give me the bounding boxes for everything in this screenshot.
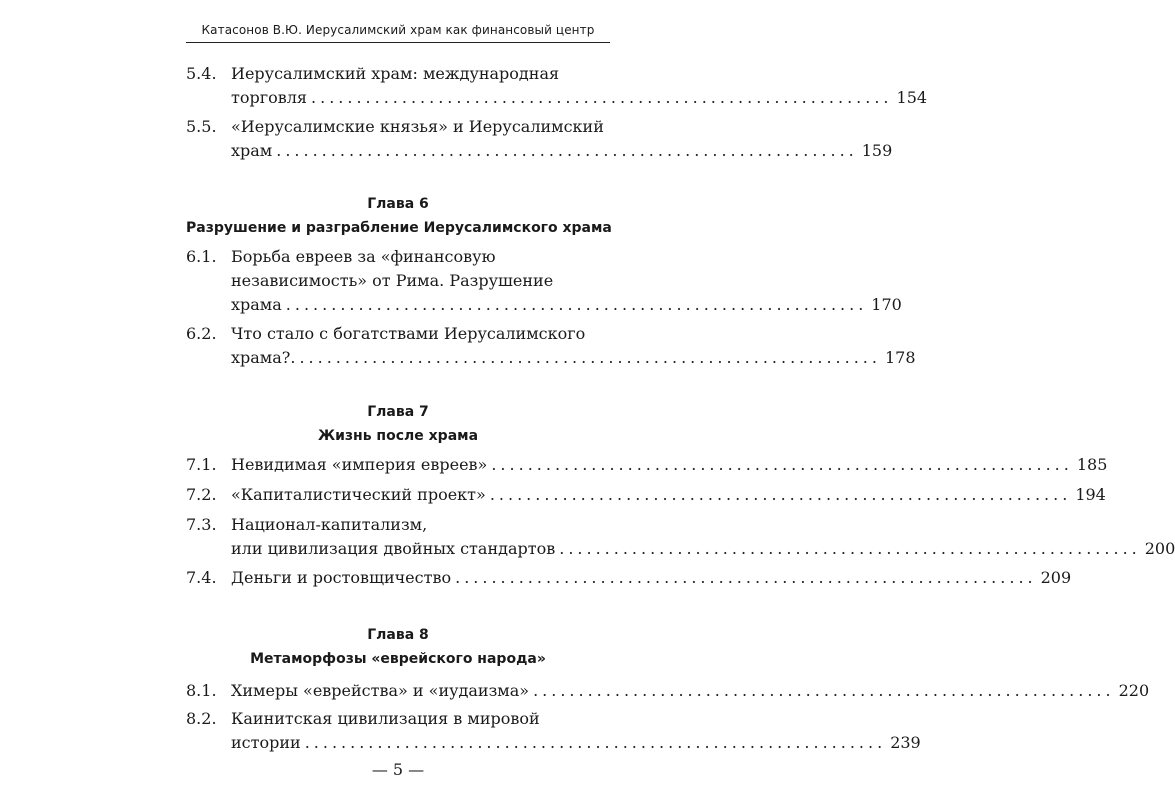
toc-entry-number: 5.5. (186, 117, 217, 136)
toc-entry-title-line: Невидимая «империя евреев» (231, 455, 488, 474)
toc-page-number: 200 (1144, 539, 1175, 558)
toc-page-number: 170 (871, 295, 902, 314)
running-header: Катасонов В.Ю. Иерусалимский храм как финансовый центр (201, 23, 595, 37)
chapter-8-title[interactable]: Метаморфозы «еврейского народа» (250, 651, 546, 667)
toc-entry-title-line: или цивилизация двойных стандартов (231, 539, 556, 558)
dot-leader: ................................................................ (533, 681, 1115, 700)
toc-entry-number: 7.4. (186, 568, 217, 587)
dot-leader: ................................................................ (559, 539, 1141, 558)
toc-entry-title-line: торговля (231, 88, 308, 107)
dot-leader: ................................................................ (285, 295, 868, 314)
toc-entry-number: 8.2. (186, 709, 217, 728)
toc-entry-title-line: Национал-капитализм, (231, 515, 428, 534)
toc-page-number: 154 (896, 88, 928, 107)
toc-entry-title-line: храма?. (231, 348, 296, 367)
dot-leader: ................................................................ (299, 348, 881, 367)
chapter-6-title[interactable]: Разрушение и разграбление Иерусалимского храма (186, 220, 612, 236)
toc-entry-title-line: Иерусалимский храм: международная (231, 64, 560, 83)
dot-leader: ................................................................ (276, 141, 858, 160)
toc-entry-title-line: «Иерусалимские князья» и Иерусалимский (231, 117, 604, 136)
toc-entry-title-line: независимость» от Рима. Разрушение (231, 271, 554, 290)
toc-entry-8-1[interactable] (186, 679, 1150, 703)
chapter-7-title[interactable]: Жизнь после храма (317, 428, 479, 444)
toc-page-number: 194 (1075, 485, 1106, 504)
toc-page-number: 178 (884, 348, 916, 367)
toc-entry-7-1[interactable] (186, 453, 1108, 477)
toc-page-number: 220 (1118, 681, 1150, 700)
toc-entry-5-5[interactable] (186, 115, 893, 163)
toc-entry-7-3[interactable] (186, 513, 1175, 561)
dot-leader: ................................................................ (491, 455, 1073, 474)
dot-leader: ................................................................ (311, 88, 893, 107)
toc-entry-6-2[interactable] (186, 322, 916, 370)
toc-entry-title-line: Каинитская цивилизация в мировой (231, 709, 540, 728)
toc-entry-5-4[interactable] (186, 62, 928, 110)
chapter-7-label: Глава 7 (367, 404, 429, 420)
toc-entry-title-line: «Капиталистический проект» (231, 485, 486, 504)
toc-page-number: 239 (890, 733, 921, 752)
chapter-8-label: Глава 8 (367, 627, 429, 643)
toc-entry-number: 5.4. (186, 64, 217, 83)
toc-entry-title-line: истории (231, 733, 301, 752)
toc-entry-7-2[interactable] (186, 483, 1106, 507)
toc-entry-number: 6.1. (186, 247, 217, 266)
chapter-6-label: Глава 6 (367, 196, 429, 212)
toc-entry-number: 8.1. (186, 681, 217, 700)
page-number-footer: — 5 — (371, 760, 425, 779)
toc-entry-7-4[interactable] (186, 566, 1072, 590)
toc-entry-title-line: храма (231, 295, 282, 314)
toc-page-number: 185 (1076, 455, 1108, 474)
toc-entry-title-line: храм (231, 141, 273, 160)
dot-leader: ................................................................ (489, 485, 1072, 504)
toc-entry-number: 7.2. (186, 485, 217, 504)
toc-entry-title-line: Что стало с богатствами Иерусалимского (231, 324, 586, 343)
dot-leader: ................................................................ (455, 568, 1037, 587)
toc-page-number: 209 (1040, 568, 1072, 587)
toc-entry-title-line: Деньги и ростовщичество (231, 568, 452, 587)
toc-entry-number: 7.3. (186, 515, 217, 534)
toc-entry-title-line: Химеры «еврейства» и «иудаизма» (231, 681, 530, 700)
toc-entry-number: 7.1. (186, 455, 217, 474)
dot-leader: ................................................................ (304, 733, 887, 752)
toc-page-number: 159 (861, 141, 893, 160)
toc-entry-number: 6.2. (186, 324, 217, 343)
toc-entry-6-1[interactable] (186, 245, 902, 317)
toc-entry-title-line: Борьба евреев за «финансовую (231, 247, 496, 266)
header-divider (186, 42, 610, 43)
toc-entry-8-2[interactable] (186, 707, 921, 755)
